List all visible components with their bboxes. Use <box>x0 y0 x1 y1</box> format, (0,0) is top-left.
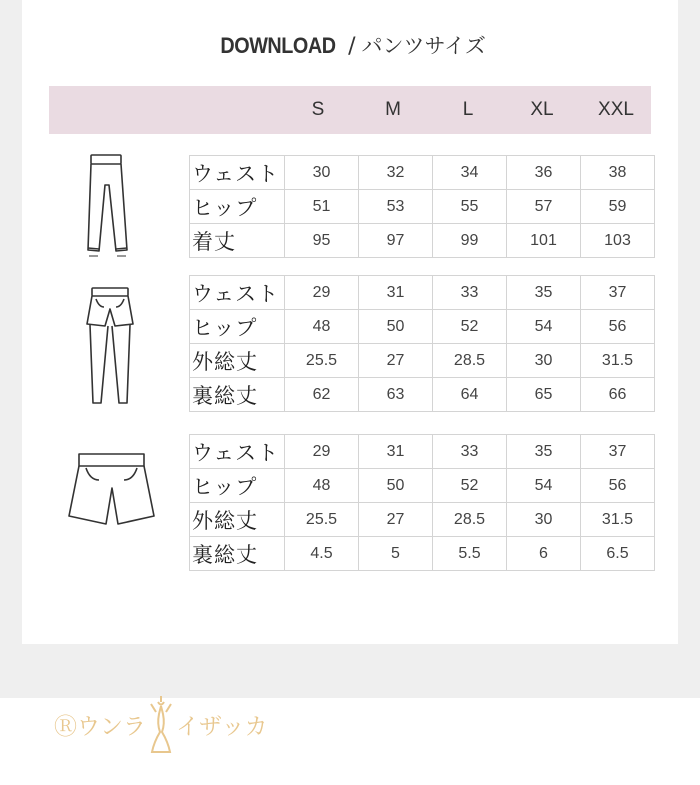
size-header-xxl: XXL <box>598 99 634 120</box>
cell: 32 <box>359 156 433 190</box>
cell: 56 <box>581 469 655 503</box>
shop-watermark <box>54 694 268 754</box>
title-download: DOWNLOAD <box>220 33 336 58</box>
mannequin-logo-icon <box>148 694 174 754</box>
shorts-icon <box>66 446 158 534</box>
cell: 31 <box>359 276 433 310</box>
title-subtitle: パンツサイズ <box>361 34 486 58</box>
cell: 5.5 <box>433 537 507 571</box>
table-row <box>190 469 655 503</box>
cell: 50 <box>359 310 433 344</box>
row-label: ヒップ <box>190 310 285 344</box>
cell: 38 <box>581 156 655 190</box>
size-table-layered-leggings <box>189 275 655 412</box>
cell: 31.5 <box>581 344 655 378</box>
cell: 63 <box>359 378 433 412</box>
cell: 103 <box>581 224 655 258</box>
cell: 33 <box>433 435 507 469</box>
table-row <box>190 435 655 469</box>
row-label: ウェスト <box>190 276 285 310</box>
row-label: ヒップ <box>190 469 285 503</box>
cell: 51 <box>285 190 359 224</box>
size-table-long-pants <box>189 155 655 258</box>
cell: 29 <box>285 276 359 310</box>
cell: 6 <box>507 537 581 571</box>
cell: 4.5 <box>285 537 359 571</box>
cell: 31 <box>359 435 433 469</box>
cell: 62 <box>285 378 359 412</box>
cell: 64 <box>433 378 507 412</box>
cell: 30 <box>507 344 581 378</box>
layered-leggings-icon <box>80 285 140 410</box>
cell: 48 <box>285 469 359 503</box>
row-label: 裏総丈 <box>190 537 285 571</box>
cell: 35 <box>507 435 581 469</box>
table-row <box>190 378 655 412</box>
cell: 25.5 <box>285 503 359 537</box>
cell: 33 <box>433 276 507 310</box>
cell: 34 <box>433 156 507 190</box>
size-header-band <box>49 86 651 134</box>
cell: 95 <box>285 224 359 258</box>
cell: 97 <box>359 224 433 258</box>
size-table-shorts <box>189 434 655 571</box>
cell: 37 <box>581 435 655 469</box>
title-separator: / <box>348 34 356 59</box>
row-label: 外総丈 <box>190 344 285 378</box>
cell: 5 <box>359 537 433 571</box>
table-row <box>190 224 655 258</box>
cell: 30 <box>285 156 359 190</box>
long-pants-icon <box>76 152 138 262</box>
cell: 50 <box>359 469 433 503</box>
cell: 48 <box>285 310 359 344</box>
table-row <box>190 503 655 537</box>
table-row <box>190 276 655 310</box>
page-title <box>0 30 700 60</box>
table-row <box>190 537 655 571</box>
table-row <box>190 344 655 378</box>
cell: 53 <box>359 190 433 224</box>
size-header-m: M <box>385 99 401 120</box>
cell: 59 <box>581 190 655 224</box>
watermark-left-text: Ⓡウンラ <box>54 713 146 740</box>
cell: 65 <box>507 378 581 412</box>
cell: 54 <box>507 469 581 503</box>
row-label: ウェスト <box>190 435 285 469</box>
table-row <box>190 310 655 344</box>
cell: 29 <box>285 435 359 469</box>
row-label: ウェスト <box>190 156 285 190</box>
cell: 27 <box>359 503 433 537</box>
cell: 36 <box>507 156 581 190</box>
cell: 28.5 <box>433 344 507 378</box>
cell: 57 <box>507 190 581 224</box>
row-label: ヒップ <box>190 190 285 224</box>
cell: 54 <box>507 310 581 344</box>
row-label: 着丈 <box>190 224 285 258</box>
cell: 56 <box>581 310 655 344</box>
cell: 30 <box>507 503 581 537</box>
cell: 28.5 <box>433 503 507 537</box>
table-row <box>190 156 655 190</box>
cell: 6.5 <box>581 537 655 571</box>
row-label: 裏総丈 <box>190 378 285 412</box>
cell: 27 <box>359 344 433 378</box>
size-header-l: L <box>462 99 474 120</box>
cell: 37 <box>581 276 655 310</box>
cell: 55 <box>433 190 507 224</box>
size-header-s: S <box>311 99 325 120</box>
cell: 101 <box>507 224 581 258</box>
cell: 31.5 <box>581 503 655 537</box>
table-row <box>190 190 655 224</box>
cell: 52 <box>433 469 507 503</box>
cell: 35 <box>507 276 581 310</box>
size-header-xl: XL <box>530 99 554 120</box>
cell: 99 <box>433 224 507 258</box>
row-label: 外総丈 <box>190 503 285 537</box>
cell: 52 <box>433 310 507 344</box>
watermark-right-text: イザッカ <box>176 713 268 740</box>
cell: 66 <box>581 378 655 412</box>
cell: 25.5 <box>285 344 359 378</box>
